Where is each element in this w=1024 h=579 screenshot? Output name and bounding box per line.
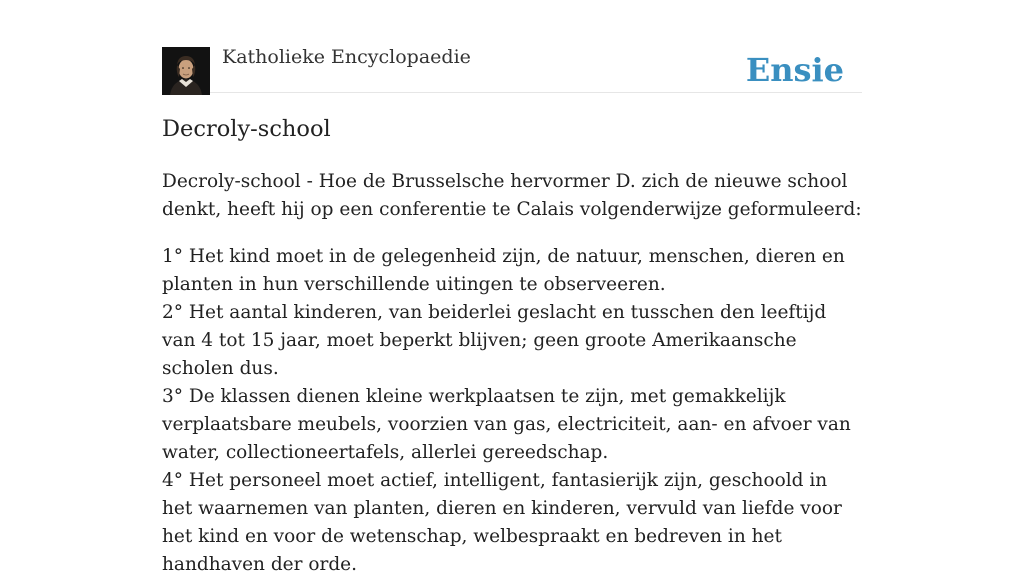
brand-logo[interactable]: Ensie <box>745 51 844 89</box>
article-point: 4° Het personeel moet actief, intelligent, fantasierijk zijn, geschoold in het waarnemen van planten, dieren en kinderen, vervuld van liefde voor het kind en voor de wetenschap, welbespraakt en bedreven in het handhaven der orde. <box>162 470 842 575</box>
article-points <box>162 243 862 579</box>
article-point: 1° Het kind moet in de gelegenheid zijn, de natuur, menschen, dieren en planten in hun verschillende uitingen te observeeren. <box>162 246 845 295</box>
article-intro: Decroly-school - Hoe de Brusselsche hervormer D. zich de nieuwe school denkt, heeft hij op een conferentie te Calais volgenderwijze geformuleerd: <box>162 171 862 220</box>
page-title: Decroly-school <box>162 116 331 142</box>
page-container <box>162 0 862 575</box>
header <box>162 0 862 93</box>
portrait-icon[interactable] <box>162 47 210 95</box>
portrait-icon-graphic <box>162 47 210 95</box>
source-name-link[interactable]: Katholieke Encyclopaedie <box>222 46 471 68</box>
article-point: 2° Het aantal kinderen, van beiderlei geslacht en tusschen den leeftijd van 4 tot 15 jaar, moet beperkt blijven; geen groote Amerikaansche scholen dus. <box>162 302 827 379</box>
article-point: 3° De klassen dienen kleine werkplaatsen te zijn, met gemakkelijk verplaatsbare meubels, voorzien van gas, electriciteit, aan- en afvoer van water, collectioneertafels, allerlei gereedschap. <box>162 386 851 463</box>
